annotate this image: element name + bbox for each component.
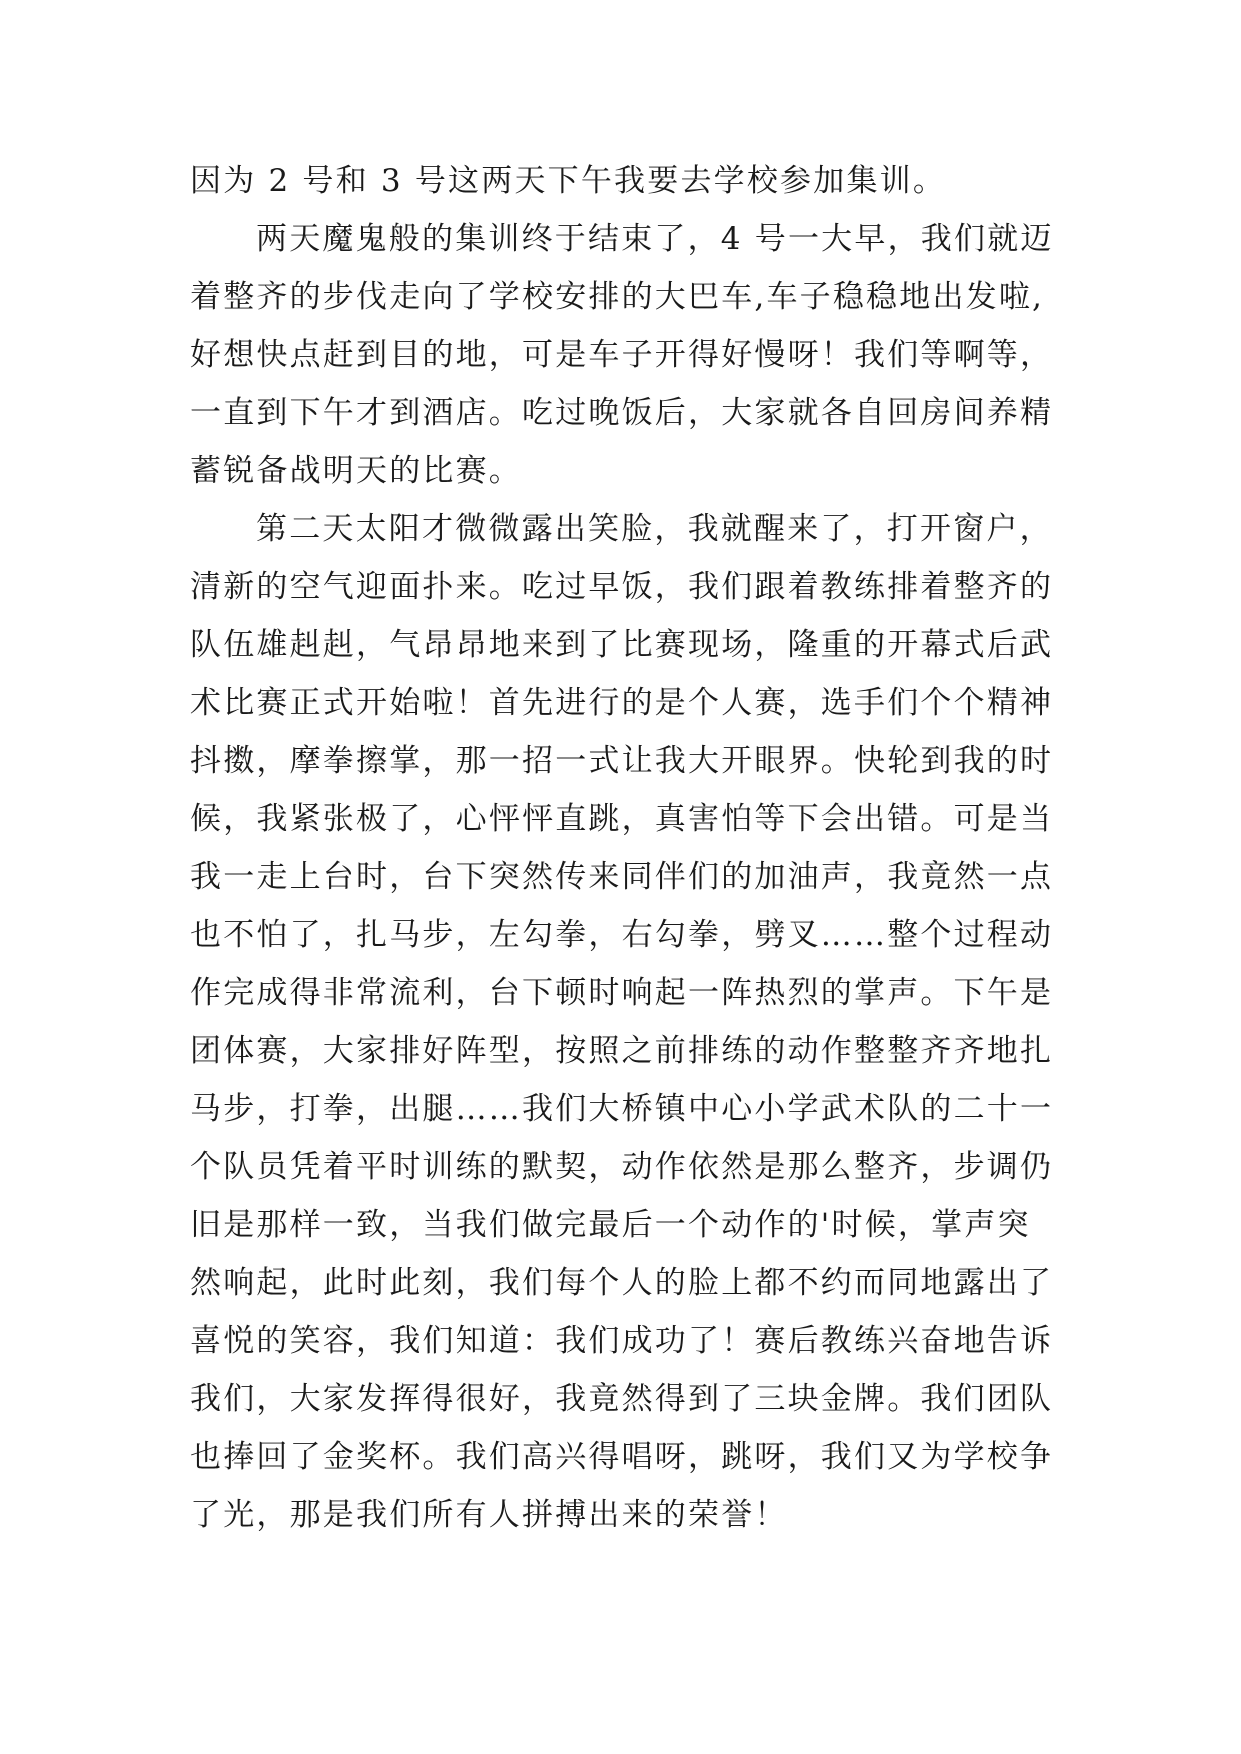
text-line: 了光，那是我们所有人拼搏出来的荣誉！	[190, 1497, 788, 1533]
text-line: 旧是那样一致，当我们做完最后一个动作的'时候，掌声突	[190, 1207, 1031, 1243]
text-line: 个队员凭着平时训练的默契，动作依然是那么整齐，步调仍	[190, 1149, 1054, 1185]
paragraph-start-line: 两天魔鬼般的集训终于结束了，4 号一大早，我们就迈	[256, 221, 1054, 257]
text-line: 抖擞，摩拳擦掌，那一招一式让我大开眼界。快轮到我的时	[190, 743, 1054, 779]
text-line: 也捧回了金奖杯。我们高兴得唱呀，跳呀，我们又为学校争	[190, 1439, 1054, 1475]
text-line: 团体赛，大家排好阵型，按照之前排练的动作整整齐齐地扎	[190, 1033, 1054, 1069]
essay-body	[190, 152, 1054, 1544]
text-line: 我们，大家发挥得很好，我竟然得到了三块金牌。我们团队	[190, 1381, 1054, 1417]
text-line: 着整齐的步伐走向了学校安排的大巴车,车子稳稳地出发啦,	[190, 279, 1045, 315]
text-line: 我一走上台时，台下突然传来同伴们的加油声，我竟然一点	[190, 859, 1054, 895]
text-line: 好想快点赶到目的地，可是车子开得好慢呀！我们等啊等，	[190, 337, 1054, 373]
text-line: 喜悦的笑容，我们知道：我们成功了！赛后教练兴奋地告诉	[190, 1323, 1054, 1359]
text-line: 术比赛正式开始啦！首先进行的是个人赛，选手们个个精神	[190, 685, 1054, 721]
text-line: 队伍雄赳赳，气昂昂地来到了比赛现场，隆重的开幕式后武	[190, 627, 1054, 663]
text-line: 清新的空气迎面扑来。吃过早饭，我们跟着教练排着整齐的	[190, 569, 1054, 605]
text-line: 也不怕了，扎马步，左勾拳，右勾拳，劈叉……整个过程动	[190, 917, 1054, 953]
text-line: 一直到下午才到酒店。吃过晚饭后，大家就各自回房间养精	[190, 395, 1054, 431]
paragraph-start-line: 第二天太阳才微微露出笑脸，我就醒来了，打开窗户，	[256, 511, 1053, 547]
text-line: 蓄锐备战明天的比赛。	[190, 453, 522, 489]
text-line: 候，我紧张极了，心怦怦直跳，真害怕等下会出错。可是当	[190, 801, 1054, 837]
text-line: 作完成得非常流利，台下顿时响起一阵热烈的掌声。下午是	[190, 975, 1054, 1011]
text-line: 然响起，此时此刻，我们每个人的脸上都不约而同地露出了	[190, 1265, 1054, 1301]
text-line: 马步，打拳，出腿……我们大桥镇中心小学武术队的二十一	[190, 1091, 1054, 1127]
text-line: 因为 2 号和 3 号这两天下午我要去学校参加集训。	[190, 163, 947, 199]
